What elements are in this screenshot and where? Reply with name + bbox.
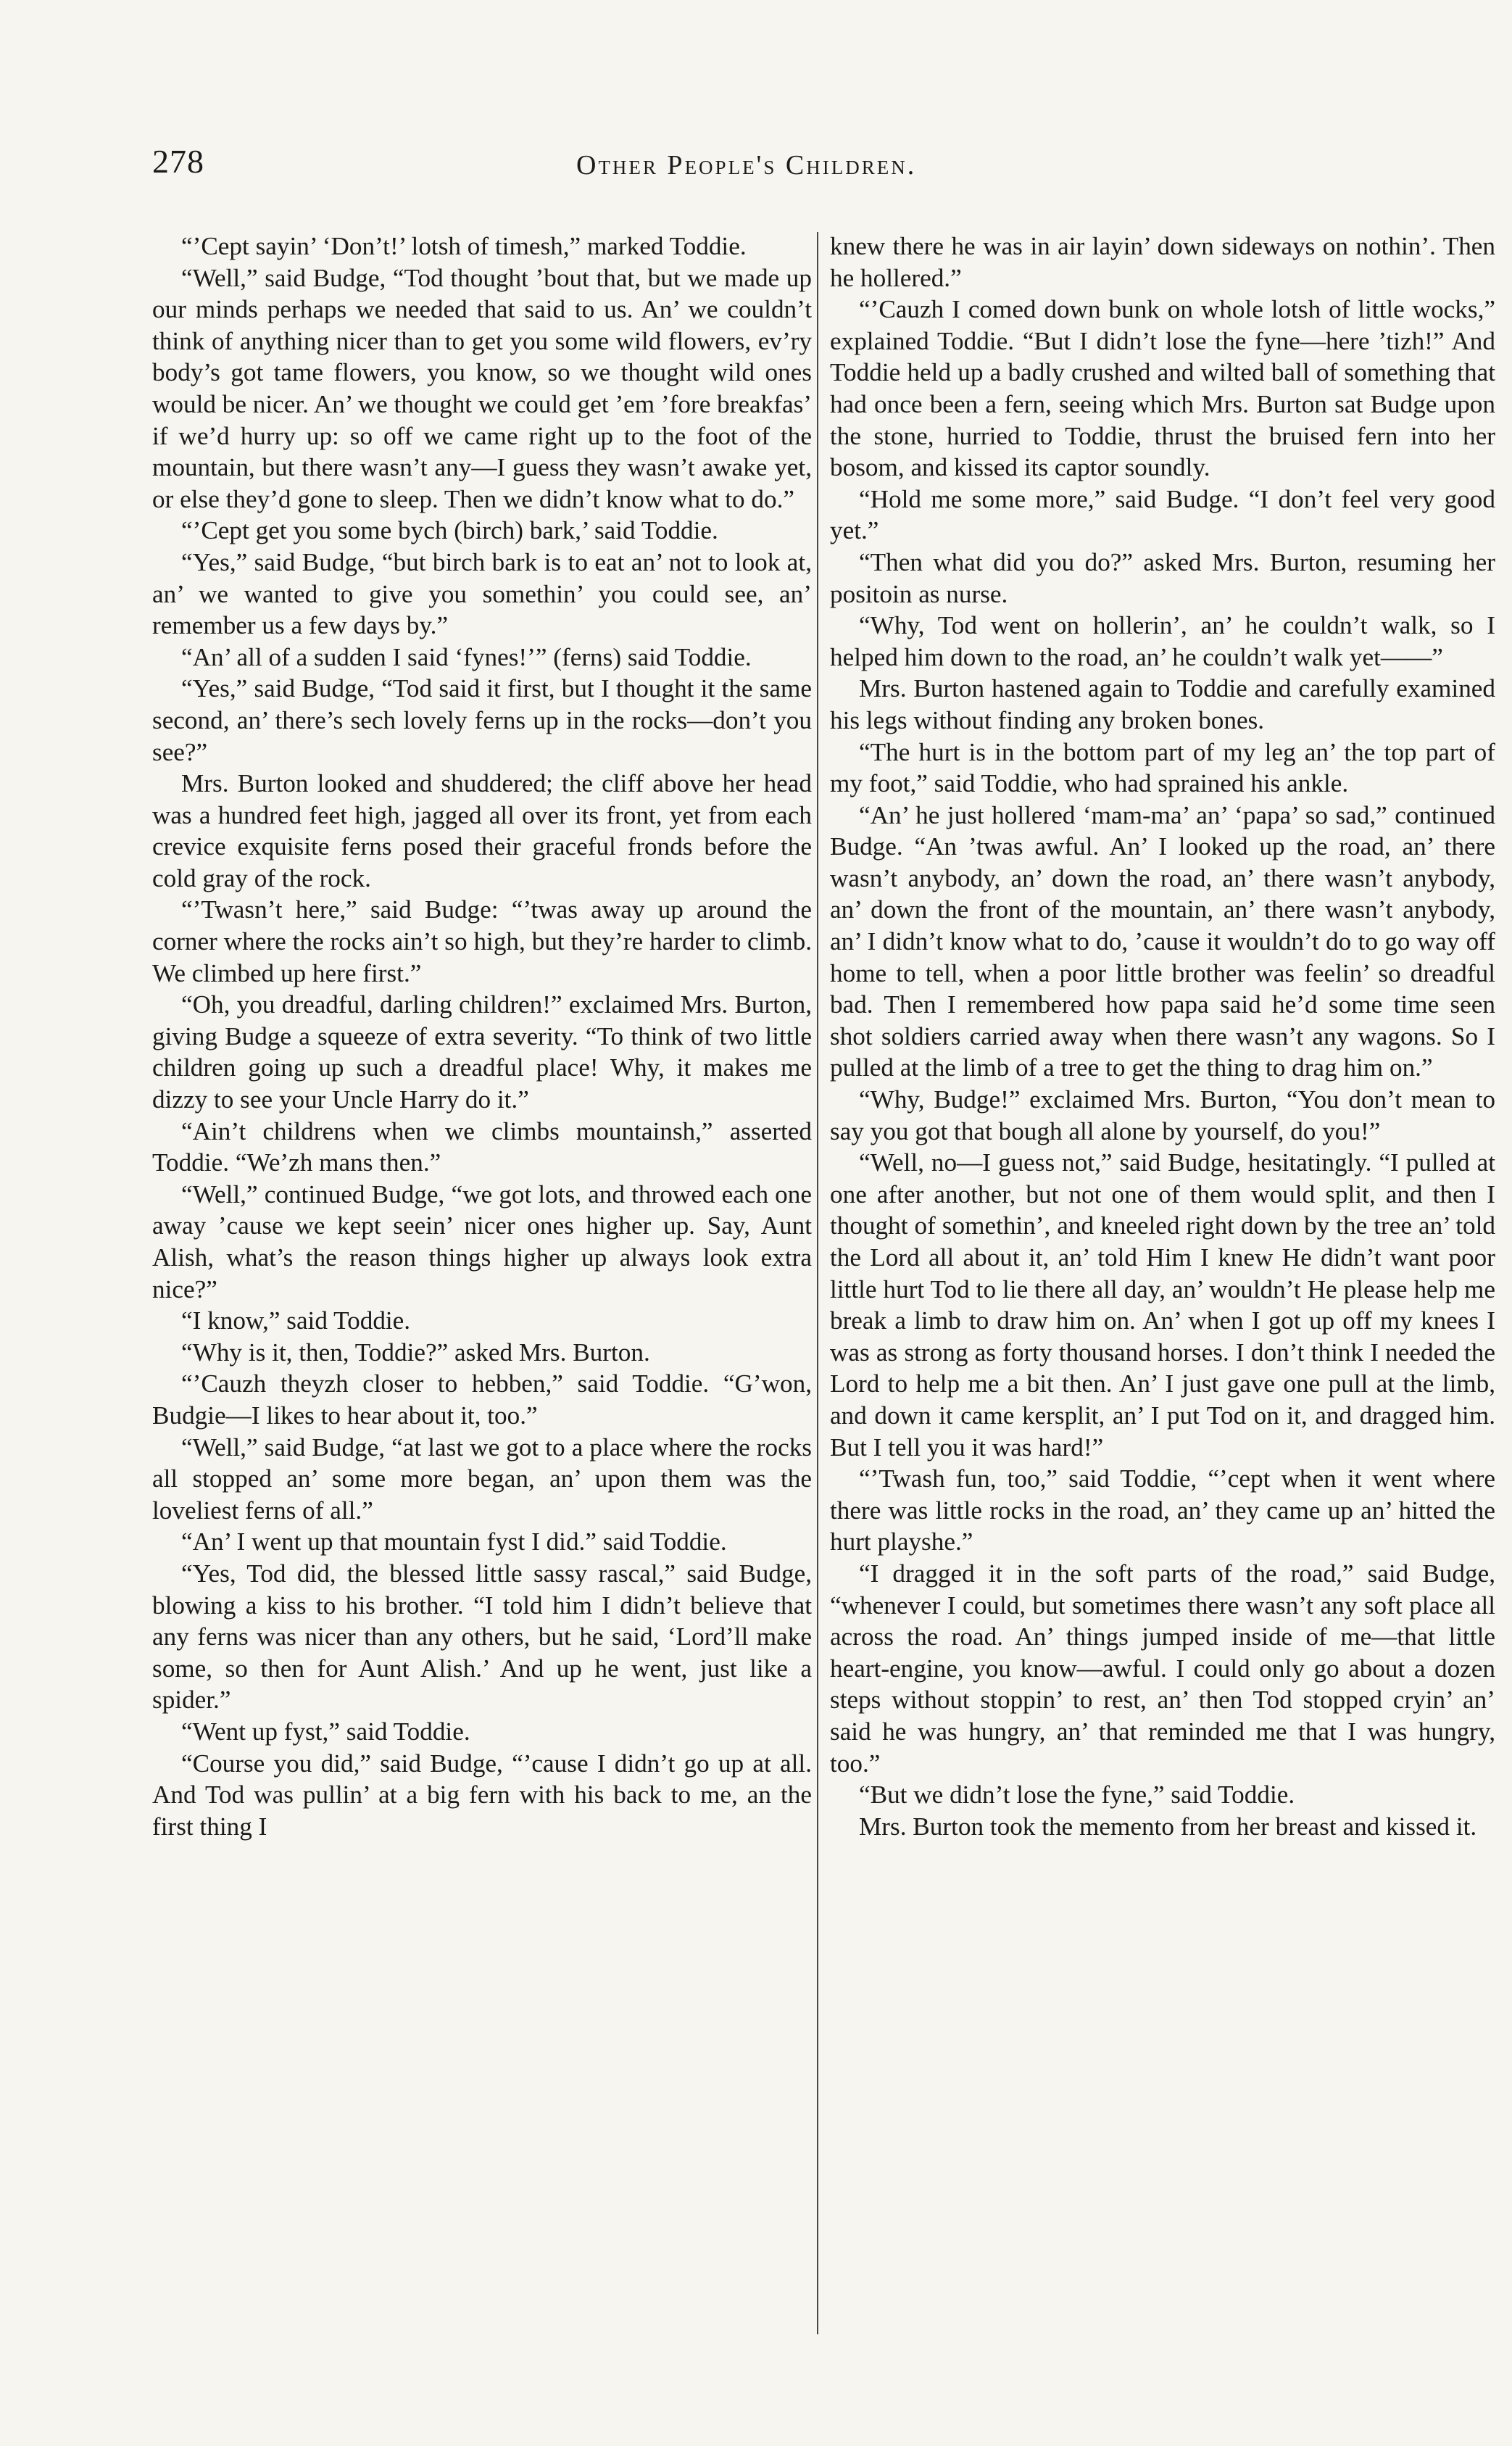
paragraph: “Why is it, then, Toddie?” asked Mrs. Burton.: [181, 1338, 650, 1367]
paragraph: “An’ all of a sudden I said ‘fynes!’” (ferns) said Toddie.: [181, 642, 752, 671]
paragraph: “Well, no—I guess not,” said Budge, hesitatingly. “I pulled at one after another, but not one of them would split, and then I thought of somethin’, and kneeled right down by the tree an’ told the Lord all about it, an’ told Him I knew He didn’t want poor little hurt Tod to lie there all day, an’ wouldn’t He please help me break a limb to draw him on. An’ when I got up off my knees I was as strong as forty thousand horses. I don’t think I needed the Lord to help me a bit then. An’ I just gave one pull at the limb, and down it came kersplit, an’ I put Tod on it, and dragged him. But I tell you it was hard!”: [830, 1148, 1495, 1462]
paragraph: “Then what did you do?” asked Mrs. Burton, resuming her positoin as nurse.: [830, 547, 1495, 608]
paragraph: “Yes,” said Budge, “but birch bark is to eat an’ not to look at, an’ we wanted to give you somethin’ you could see, an’ remember us a few days by.”: [152, 547, 812, 640]
paragraph: “’Cauzh theyzh closer to hebben,” said Toddie. “G’won, Budgie—I likes to hear about it, too.”: [152, 1369, 812, 1430]
paragraph: “Ain’t childrens when we climbs mountainsh,” asserted Toddie. “We’zh mans then.”: [152, 1116, 812, 1177]
paragraph: “Course you did,” said Budge, “’cause I didn’t go up at all. And Tod was pullin’ at a big fern with his back to me, an the first thing I: [152, 1749, 812, 1841]
paragraph: “’Twasn’t here,” said Budge: “’twas away up around the corner where the rocks ain’t so high, but they’re harder to climb. We climbed up here first.”: [152, 895, 812, 987]
paragraph: “An’ he just hollered ‘mam-ma’ an’ ‘papa’ so sad,” continued Budge. “An ’twas awful. An’ I looked up the road, an’ there wasn’t anybody, an’ down the road, an’ there wasn’t anybody, an’ down the front of the mountain, an’ there wasn’t anybody, an’ I didn’t know what to do, ’cause it wouldn’t do to go way off home to tell, when a poor little brother was feelin’ so dreadful bad. Then I remembered how papa said he’d some time seen shot soldiers carried away when there wasn’t any wagons. So I pulled at the limb of a tree to get the thing to drag him on.”: [830, 800, 1495, 1082]
paragraph: “I dragged it in the soft parts of the road,” said Budge, “whenever I could, but sometimes there wasn’t any soft place all across the road. An’ things jumped inside of me—that little heart-engine, you know—awful. I could only go about a dozen steps without stoppin’ to rest, an’ then Tod stopped cryin’ an’ said he was hungry, an’ that reminded me that I was hungry, too.”: [830, 1559, 1495, 1778]
paragraph: “Oh, you dreadful, darling children!” exclaimed Mrs. Burton, giving Budge a squeeze of extra severity. “To think of two little children going up such a dreadful place! Why, it makes me dizzy to see your Uncle Harry do it.”: [152, 990, 812, 1114]
paragraph-continuation: knew there he was in air layin’ down sideways on nothin’. Then he hollered.”: [830, 232, 1495, 292]
paragraph: “Well,” said Budge, “at last we got to a place where the rocks all stopped an’ some more began, an’ upon them was the loveliest ferns of all.”: [152, 1433, 812, 1525]
paragraph: “Well,” said Budge, “Tod thought ’bout that, but we made up our minds perhaps we needed that said to us. An’ we couldn’t think of anything nicer than to get you some wild flowers, ev’ry body’s got tame flowers, you know, so we thought wild ones would be nicer. An’ we thought we could get ’em ’fore breakfas’ if we’d hurry up: so off we came right up to the foot of the mountain, but there wasn’t any—I guess they wasn’t awake yet, or else they’d gone to sleep. Then we didn’t know what to do.”: [152, 263, 812, 513]
paragraph: “I know,” said Toddie.: [181, 1306, 411, 1335]
running-title: Other People's Children.: [576, 150, 917, 181]
left-column: [152, 231, 812, 1842]
page-number: 278: [152, 143, 204, 180]
paragraph: “’Twash fun, too,” said Toddie, “’cept when it went where there was little rocks in the road, an’ they came up an’ hitted the hurt playshe.”: [830, 1464, 1495, 1556]
paragraph: “Why, Budge!” exclaimed Mrs. Burton, “You don’t mean to say you got that bough all alone by yourself, do you!”: [830, 1085, 1495, 1145]
paragraph: “Hold me some more,” said Budge. “I don’t feel very good yet.”: [830, 484, 1495, 545]
paragraph: “An’ I went up that mountain fyst I did.” said Toddie.: [181, 1527, 727, 1556]
paragraph: “’Cept sayin’ ‘Don’t!’ lotsh of timesh,” marked Toddie.: [181, 232, 747, 260]
right-column: [830, 231, 1495, 1842]
page-header: [152, 142, 1087, 200]
paragraph: “Went up fyst,” said Toddie.: [181, 1717, 470, 1746]
paragraph: “Well,” continued Budge, “we got lots, and throwed each one away ’cause we kept seein’ nicer ones higher up. Say, Aunt Alish, what’s the reason things higher up always look extra nice?”: [152, 1180, 812, 1303]
paragraph: “’Cauzh I comed down bunk on whole lotsh of little wocks,” explained Toddie. “But I didn’t lose the fyne—here ’tizh!” And Toddie held up a badly crushed and wilted ball of something that had once been a fern, seeing which Mrs. Burton sat Budge upon the stone, hurried to Toddie, thrust the bruised fern into her bosom, and kissed its captor soundly.: [830, 295, 1495, 482]
paragraph: “The hurt is in the bottom part of my leg an’ the top part of my foot,” said Toddie, who had sprained his ankle.: [830, 737, 1495, 798]
column-divider: [817, 232, 818, 2334]
paragraph: “Yes,” said Budge, “Tod said it first, but I thought it the same second, an’ there’s sech lovely ferns up in the rocks—don’t you see?”: [152, 674, 812, 766]
paragraph: “Yes, Tod did, the blessed little sassy rascal,” said Budge, blowing a kiss to his brother. “I told him I didn’t believe that any ferns was nicer than any others, but he said, ‘Lord’ll make some, so then for Aunt Alish.’ And up he went, just like a spider.”: [152, 1559, 812, 1715]
paragraph: “But we didn’t lose the fyne,” said Toddie.: [859, 1780, 1295, 1809]
paragraph: Mrs. Burton took the memento from her breast and kissed it.: [859, 1812, 1477, 1841]
paragraph: “Why, Tod went on hollerin’, an’ he couldn’t walk, so I helped him down to the road, an’ he couldn’t walk yet——”: [830, 611, 1495, 671]
paragraph: Mrs. Burton looked and shuddered; the cliff above her head was a hundred feet high, jagged all over its front, yet from each crevice exquisite ferns posed their graceful fronds before the cold gray of the rock.: [152, 769, 812, 892]
paragraph: Mrs. Burton hastened again to Toddie and carefully examined his legs without finding any broken bones.: [830, 674, 1495, 734]
paragraph: “’Cept get you some bych (birch) bark,’ said Toddie.: [181, 516, 718, 545]
